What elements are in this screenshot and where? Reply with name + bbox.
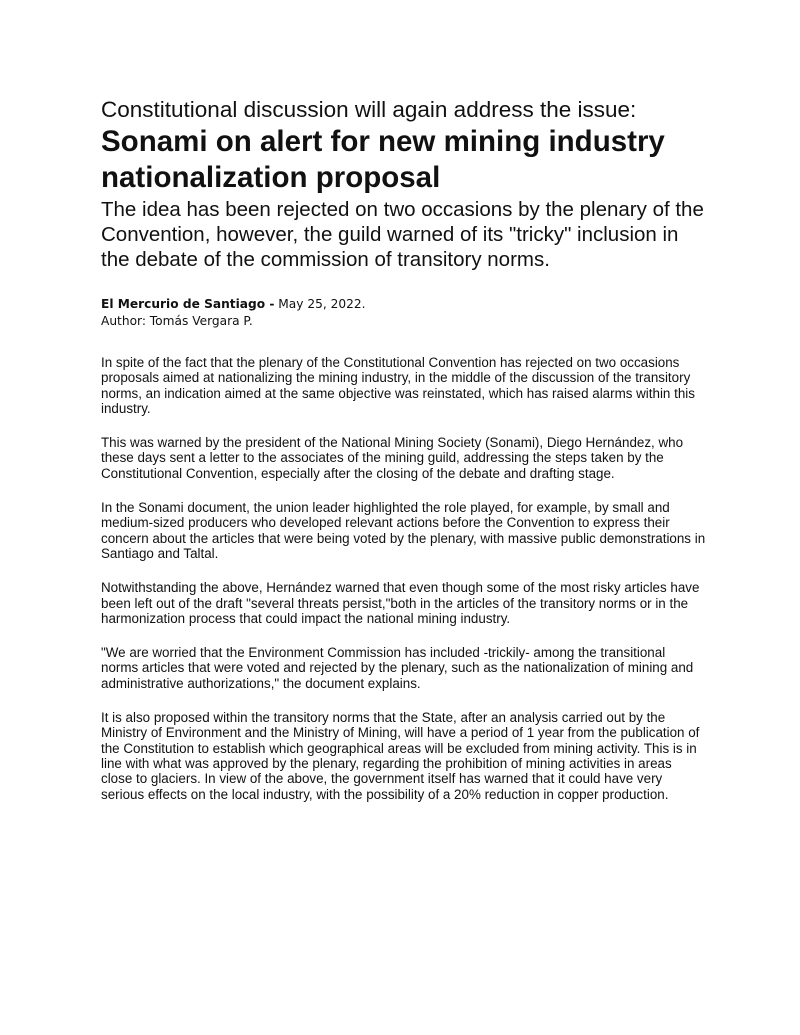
article-kicker: Constitutional discussion will again address the issue: xyxy=(101,97,637,122)
byline xyxy=(101,296,706,330)
source-line xyxy=(101,296,706,313)
article-headline: Sonami on alert for new mining industry nationalization proposal xyxy=(101,125,665,194)
body-paragraph: This was warned by the president of the National Mining Society (Sonami), Diego Hernández, who these days sent a letter to the associates of the mining guild, addressing the steps taken by the Constitutional Convention, especially after the closing of the debate and drafting stage. xyxy=(101,435,684,481)
publication-date: May 25, 2022. xyxy=(278,297,366,311)
article-subhead: The idea has been rejected on two occasions by the plenary of the Convention, however, the guild warned of its "tricky" inclusion in the debate of the commission of transitory norms. xyxy=(101,198,704,271)
body-paragraph: In spite of the fact that the plenary of the Constitutional Convention has rejected on two occasions proposals aimed at nationalizing the mining industry, in the middle of the discussion of the transitory norms, an indication aimed at the same objective was reinstated, which has raised alarms within this industry. xyxy=(101,355,695,416)
author-line: Author: Tomás Vergara P. xyxy=(101,314,253,328)
source-name: El Mercurio de Santiago - xyxy=(101,297,275,311)
article-body xyxy=(101,355,706,802)
body-paragraph: In the Sonami document, the union leader highlighted the role played, for example, by small and medium-sized producers who developed relevant actions before the Convention to express their concern about the articles that were being voted by the plenary, with massive public demonstrations in Santiago and Taltal. xyxy=(101,500,706,561)
article xyxy=(101,96,706,821)
body-paragraph: Notwithstanding the above, Hernández warned that even though some of the most risky articles have been left out of the draft "several threats persist,"both in the articles of the transitory norms or in the harmonization process that could impact the national mining industry. xyxy=(101,580,700,626)
body-paragraph: "We are worried that the Environment Commission has included -trickily- among the transitional norms articles that were voted and rejected by the plenary, such as the nationalization of mining and administrative authorizations," the document explains. xyxy=(101,645,694,691)
body-paragraph: It is also proposed within the transitory norms that the State, after an analysis carried out by the Ministry of Environment and the Ministry of Mining, will have a period of 1 year from the publication of the Constitution to establish which geographical areas will be excluded from mining activity. This is in line with what was approved by the plenary, regarding the prohibition of mining activities in areas close to glaciers. In view of the above, the government itself has warned that it could have very serious effects on the local industry, with the possibility of a 20% reduction in copper production. xyxy=(101,710,700,802)
